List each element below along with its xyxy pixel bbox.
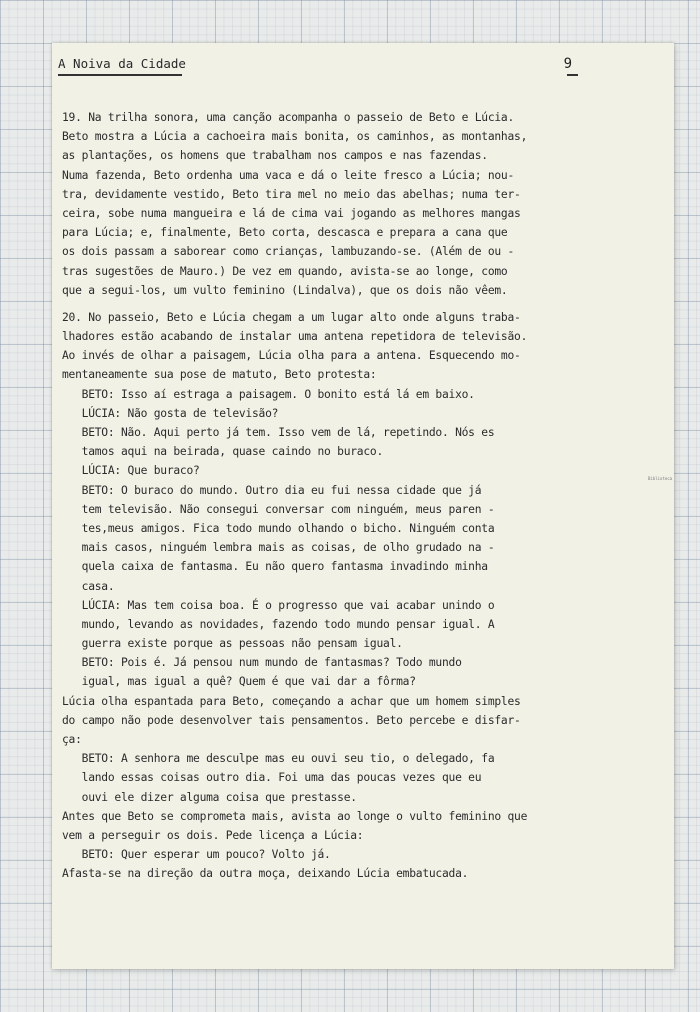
typed-line: 20. No passeio, Beto e Lúcia chegam a um lugar alto onde alguns traba-: [62, 310, 521, 324]
page-number: 9: [563, 56, 578, 72]
page-header: [58, 56, 578, 80]
title-underline: [58, 74, 182, 76]
paragraph-gap: [62, 300, 592, 308]
paragraph: [62, 108, 592, 300]
typed-line: vem a perseguir os dois. Pede licença a Lúcia:: [62, 828, 364, 842]
typed-line: tem televisão. Não consegui conversar com ninguém, meus paren -: [62, 502, 495, 516]
typed-line: BETO: O buraco do mundo. Outro dia eu fui nessa cidade que já: [62, 483, 482, 497]
typed-line: tras sugestões de Mauro.) De vez em quando, avista-se ao longe, como: [62, 264, 508, 278]
typed-line: BETO: Quer esperar um pouco? Volto já.: [62, 848, 331, 862]
typed-line: Beto mostra a Lúcia a cachoeira mais bonita, os caminhos, as montanhas,: [62, 130, 528, 144]
margin-stamp: Biblioteca: [648, 476, 673, 481]
typed-line: LÚCIA: Que buraco?: [62, 464, 200, 478]
typed-line: ouvi ele dizer alguma coisa que prestasse.: [62, 790, 357, 804]
typed-line: guerra existe porque as pessoas não pensam igual.: [62, 637, 403, 651]
typed-line: Lúcia olha espantada para Beto, começando a achar que um homem simples: [62, 694, 521, 708]
typed-line: mentaneamente sua pose de matuto, Beto protesta:: [62, 368, 377, 382]
typed-line: tra, devidamente vestido, Beto tira mel no meio das abelhas; numa ter-: [62, 187, 521, 201]
typed-line: BETO: Não. Aqui perto já tem. Isso vem de lá, repetindo. Nós es: [62, 426, 495, 439]
typed-line: 19. Na trilha sonora, uma canção acompanha o passeio de Beto e Lúcia.: [62, 111, 515, 124]
typed-line: Numa fazenda, Beto ordenha uma vaca e dá o leite fresco a Lúcia; nou-: [62, 168, 515, 182]
typed-line: igual, mas igual a quê? Quem é que vai dar a fôrma?: [62, 675, 416, 689]
page-number-underline: [567, 74, 578, 76]
typed-line: mais casos, ninguém lembra mais as coisas, de olho grudado na -: [62, 541, 495, 555]
typed-line: BETO: Isso aí estraga a paisagem. O bonito está lá em baixo.: [62, 387, 475, 401]
typed-line: ceira, sobe numa mangueira e lá de cima vai jogando as melhores mangas: [62, 206, 521, 220]
typed-line: LÚCIA: Mas tem coisa boa. É o progresso que vai acabar unindo o: [62, 598, 495, 612]
paragraph: [62, 308, 592, 884]
typed-line: os dois passam a saborear como crianças, lambuzando-se. (Além de ou -: [62, 245, 515, 259]
typed-line: para Lúcia; e, finalmente, Beto corta, descasca e prepara a cana que: [62, 226, 508, 240]
typed-line: casa.: [62, 579, 115, 593]
document-title: A Noiva da Cidade: [58, 56, 186, 71]
typed-line: que a segui-los, um vulto feminino (Lindalva), que os dois não vêem.: [62, 283, 508, 297]
typescript-body: [62, 108, 592, 884]
typed-line: quela caixa de fantasma. Eu não quero fantasma invadindo minha: [62, 560, 488, 574]
typed-line: ça:: [62, 733, 82, 746]
typed-line: LÚCIA: Não gosta de televisão?: [62, 406, 279, 420]
typed-line: Ao invés de olhar a paisagem, Lúcia olha para a antena. Esquecendo mo-: [62, 349, 521, 363]
typed-line: Antes que Beto se comprometa mais, avista ao longe o vulto feminino que: [62, 809, 528, 823]
typed-line: mundo, levando as novidades, fazendo todo mundo pensar igual. A: [62, 617, 495, 631]
typed-line: do campo não pode desenvolver tais pensamentos. Beto percebe e disfar-: [62, 713, 521, 727]
typed-line: BETO: Pois é. Já pensou num mundo de fantasmas? Todo mundo: [62, 656, 462, 670]
typed-line: as plantações, os homens que trabalham nos campos e nas fazendas.: [62, 149, 488, 163]
typed-line: lando essas coisas outro dia. Foi uma das poucas vezes que eu: [62, 771, 482, 785]
typed-line: tes,meus amigos. Fica todo mundo olhando o bicho. Ninguém conta: [62, 521, 495, 535]
typed-line: tamos aqui na beirada, quase caindo no buraco.: [62, 445, 384, 459]
typed-line: Afasta-se na direção da outra moça, deixando Lúcia embatucada.: [62, 867, 469, 881]
typed-line: BETO: A senhora me desculpe mas eu ouvi seu tio, o delegado, fa: [62, 752, 495, 766]
typed-line: lhadores estão acabando de instalar uma antena repetidora de televisão.: [62, 330, 528, 344]
